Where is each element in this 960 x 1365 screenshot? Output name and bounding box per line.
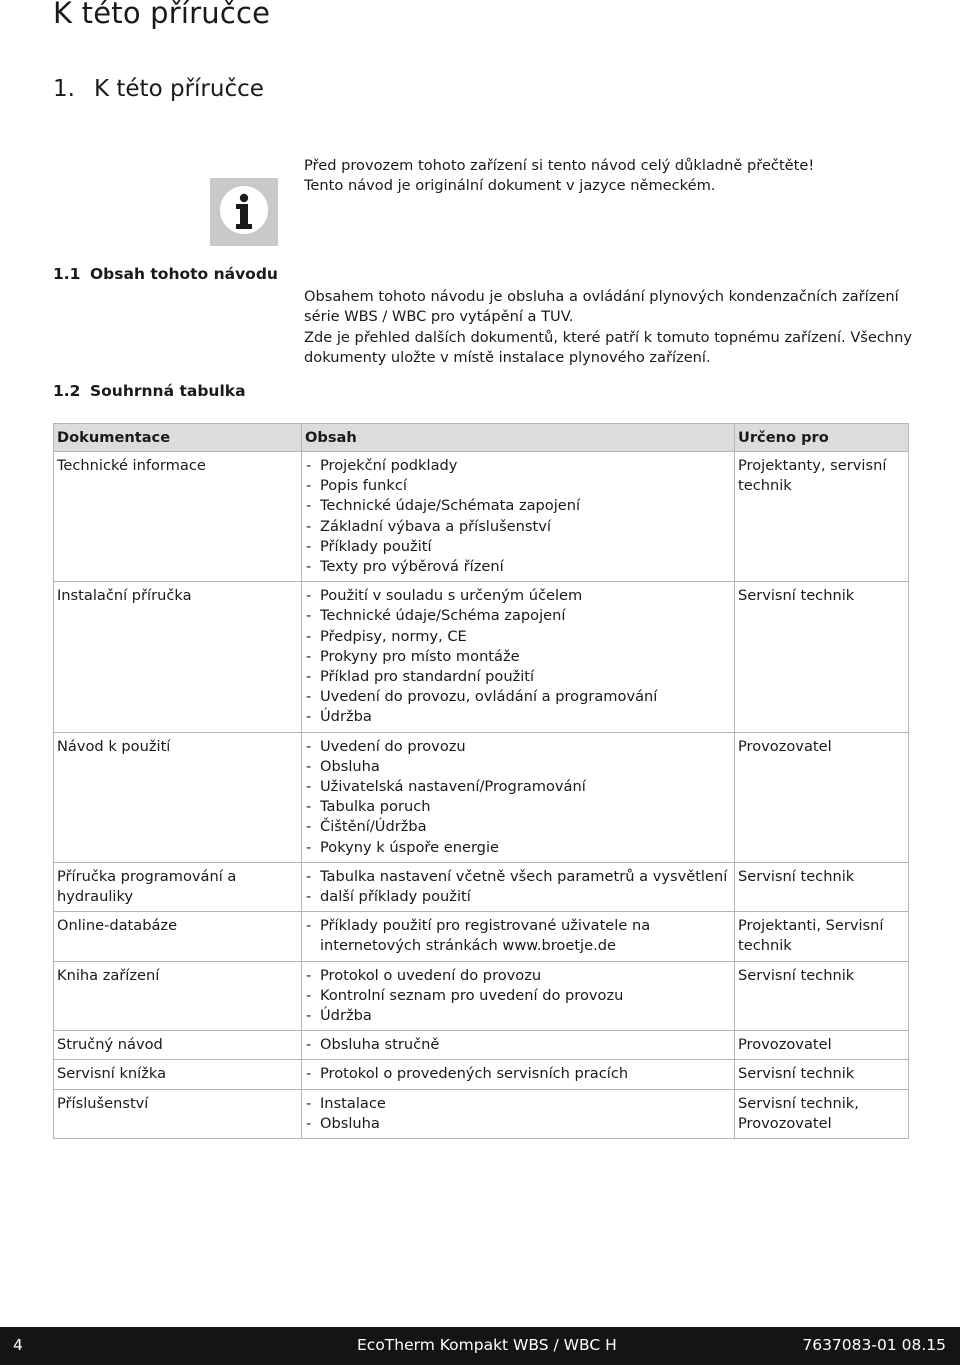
audience-cell: Provozovatel: [735, 732, 909, 862]
intro-line: Před provozem tohoto zařízení si tento návod celý důkladně přečtěte!: [304, 157, 815, 174]
audience-cell: Servisní technik: [735, 961, 909, 1031]
content-cell: [302, 1060, 735, 1089]
section-number: 1.1: [53, 265, 81, 283]
content-item: - Použití v souladu s určeným účelem: [305, 586, 730, 606]
section-heading: [53, 265, 278, 283]
document-type-cell: Servisní knížka: [54, 1060, 302, 1089]
content-item: - Pokyny k úspoře energie: [305, 838, 730, 858]
column-header: Dokumentace: [54, 424, 302, 452]
document-type-cell: Technické informace: [54, 452, 302, 582]
table-row: [54, 1089, 909, 1138]
section-title: Obsah tohoto návodu: [90, 265, 278, 283]
table-row: [54, 912, 909, 961]
content-list: [305, 456, 730, 577]
content-item: - Technické údaje/Schéma zapojení: [305, 606, 730, 626]
content-cell: [302, 862, 735, 911]
table-row: [54, 961, 909, 1031]
document-type-cell: Kniha zařízení: [54, 961, 302, 1031]
content-item: - Uživatelská nastavení/Programování: [305, 777, 730, 797]
chapter-title: K této příručce: [94, 76, 264, 102]
document-type-cell: Příručka programování a hydrauliky: [54, 862, 302, 911]
table-row: [54, 452, 909, 582]
content-cell: [302, 452, 735, 582]
content-item: - Technické údaje/Schémata zapojení: [305, 496, 730, 516]
content-list: [305, 1035, 730, 1055]
table-header-row: [54, 424, 909, 452]
audience-cell: Servisní technik, Provozovatel: [735, 1089, 909, 1138]
content-list: [305, 586, 730, 727]
paragraph: Zde je přehled dalších dokumentů, které patří k tomuto topnému zařízení. Všechny dokumenty uložte v místě instalace plynového zařízení.: [304, 328, 913, 366]
content-list: [305, 1094, 730, 1134]
column-header: Určeno pro: [735, 424, 909, 452]
content-cell: [302, 1031, 735, 1060]
content-item: - Protokol o provedených servisních pracích: [305, 1064, 730, 1084]
content-item: - Obsluha: [305, 1114, 730, 1134]
content-list: [305, 966, 730, 1027]
content-cell: [302, 732, 735, 862]
audience-cell: Projektanty, servisní technik: [735, 452, 909, 582]
content-item: - Příklady použití: [305, 537, 730, 557]
content-item: - Předpisy, normy, CE: [305, 627, 730, 647]
content-cell: [302, 961, 735, 1031]
document-type-cell: Instalační příručka: [54, 582, 302, 732]
content-item: - Obsluha stručně: [305, 1035, 730, 1055]
audience-cell: Projektanti, Servisní technik: [735, 912, 909, 961]
content-item: - Příklad pro standardní použití: [305, 667, 730, 687]
content-list: [305, 1064, 730, 1084]
content-item: - další příklady použití: [305, 887, 730, 907]
page-number: 4: [13, 1336, 23, 1354]
audience-cell: Servisní technik: [735, 582, 909, 732]
table-row: [54, 1031, 909, 1060]
audience-cell: Provozovatel: [735, 1031, 909, 1060]
content-item: - Čištění/Údržba: [305, 817, 730, 837]
table-row: [54, 582, 909, 732]
column-header: Obsah: [302, 424, 735, 452]
table-row: [54, 862, 909, 911]
content-item: - Instalace: [305, 1094, 730, 1114]
content-item: - Tabulka nastavení včetně všech parametrů a vysvětlení: [305, 867, 730, 887]
content-item: - Základní výbava a příslušenství: [305, 517, 730, 537]
content-item: - Texty pro výběrová řízení: [305, 557, 730, 577]
section-number: 1.2: [53, 382, 81, 400]
content-list: [305, 737, 730, 858]
content-item: - Projekční podklady: [305, 456, 730, 476]
chapter-heading: [53, 76, 264, 102]
content-item: - Obsluha: [305, 757, 730, 777]
audience-cell: Servisní technik: [735, 862, 909, 911]
page-footer: [0, 1327, 960, 1365]
content-item: - Popis funkcí: [305, 476, 730, 496]
content-item: - Uvedení do provozu, ovládání a programování: [305, 687, 730, 707]
content-item: - Prokyny pro místo montáže: [305, 647, 730, 667]
content-item: - Příklady použití pro registrované uživatele na internetových stránkách www.broetje.de: [305, 916, 730, 956]
table-row: [54, 1060, 909, 1089]
document-code: 7637083-01 08.15: [802, 1336, 946, 1354]
content-list: [305, 867, 730, 907]
content-cell: [302, 582, 735, 732]
intro-note: [304, 156, 924, 197]
paragraph: Obsahem tohoto návodu je obsluha a ovládání plynových kondenzačních zařízení série WBS / WBC pro vytápění a TUV.: [304, 288, 899, 326]
running-title: K této příručce: [53, 0, 271, 30]
section-title: Souhrnná tabulka: [90, 382, 246, 400]
content-cell: [302, 1089, 735, 1138]
content-item: - Uvedení do provozu: [305, 737, 730, 757]
section-heading: [53, 382, 246, 400]
document-type-cell: Příslušenství: [54, 1089, 302, 1138]
product-name: EcoTherm Kompakt WBS / WBC H: [357, 1336, 617, 1354]
content-item: - Protokol o uvedení do provozu: [305, 966, 730, 986]
content-list: [305, 916, 730, 956]
info-icon: [210, 178, 278, 246]
content-cell: [302, 912, 735, 961]
content-item: - Kontrolní seznam pro uvedení do provozu: [305, 986, 730, 1006]
documents-table: [53, 423, 909, 1139]
content-item: - Údržba: [305, 1006, 730, 1026]
document-type-cell: Online-databáze: [54, 912, 302, 961]
content-item: - Údržba: [305, 707, 730, 727]
intro-line: Tento návod je originální dokument v jazyce německém.: [304, 177, 716, 195]
document-type-cell: Stručný návod: [54, 1031, 302, 1060]
audience-cell: Servisní technik: [735, 1060, 909, 1089]
chapter-number: 1.: [53, 76, 75, 102]
section-body: [304, 287, 924, 368]
table-row: [54, 732, 909, 862]
document-type-cell: Návod k použití: [54, 732, 302, 862]
content-item: - Tabulka poruch: [305, 797, 730, 817]
